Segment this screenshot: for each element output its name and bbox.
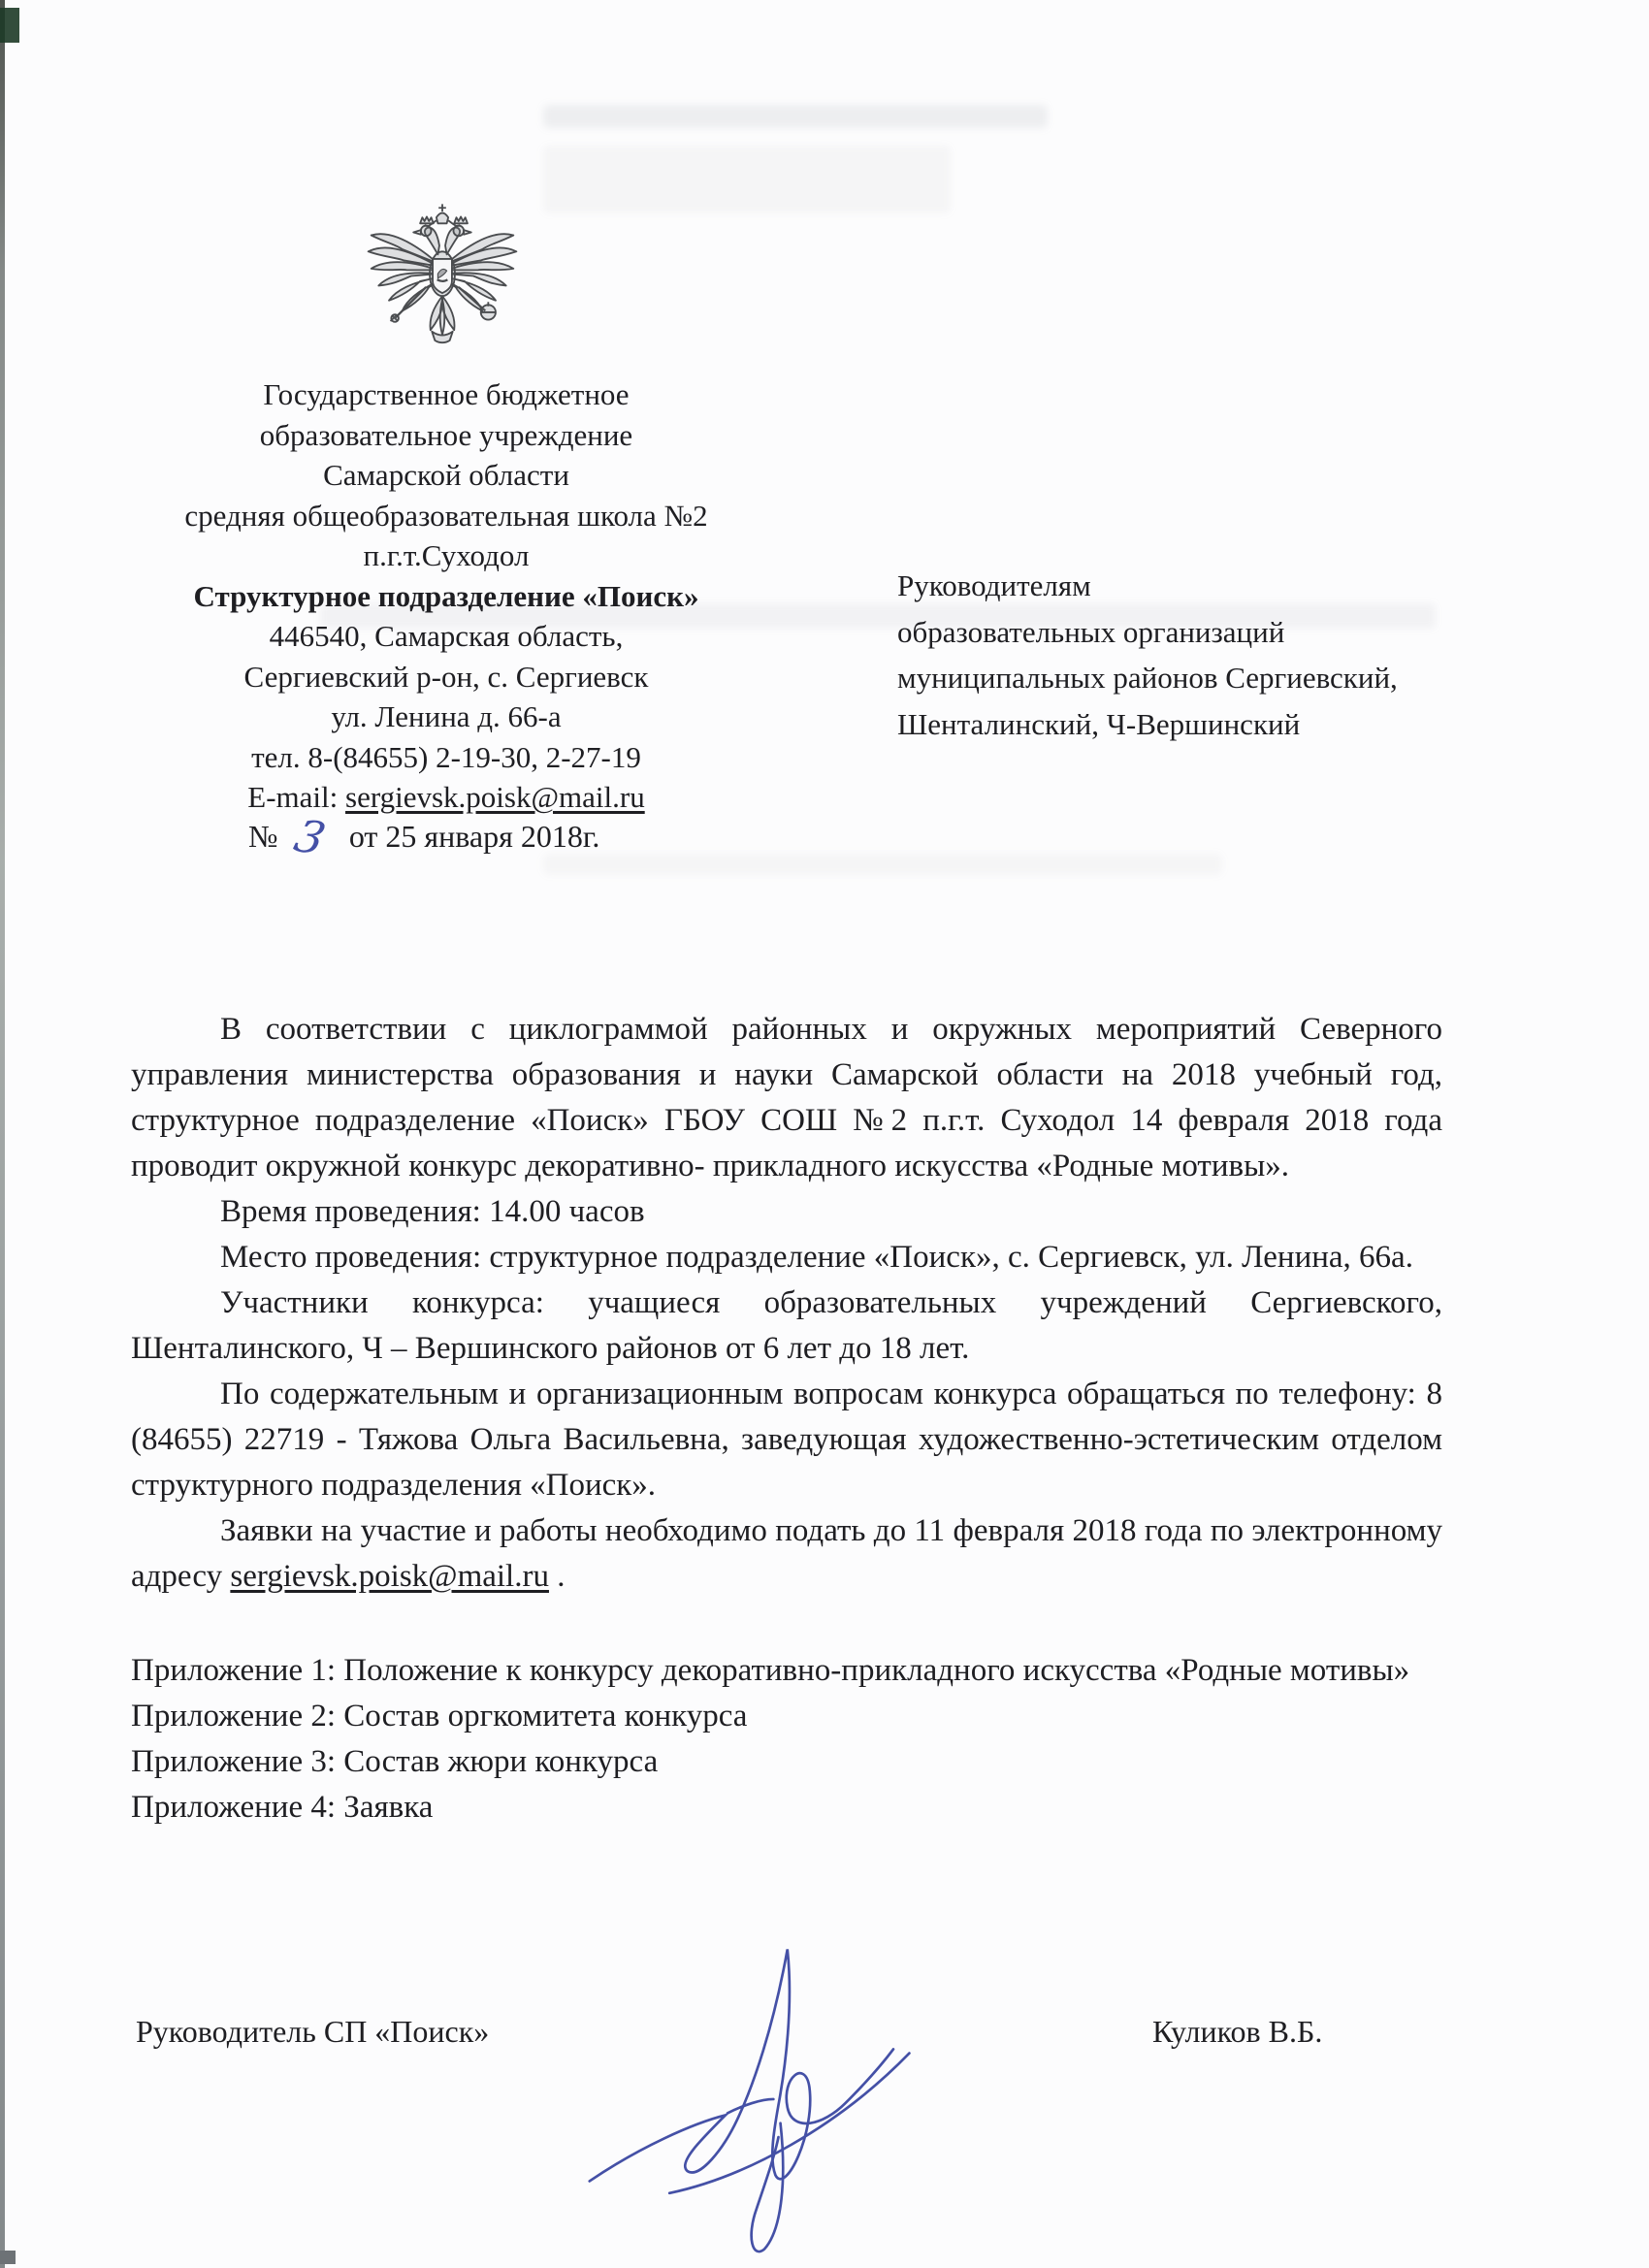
letterhead-line: средняя общеобразовательная школа №2 [184, 498, 708, 533]
body-email-address: sergievsk.poisk@mail.ru [230, 1559, 549, 1594]
scan-bleed-artifact [543, 105, 1048, 128]
letter-body [131, 1007, 1442, 1831]
reference-line [248, 809, 600, 865]
number-sign: № [248, 819, 278, 854]
letterhead-phone-line: тел. 8-(84655) 2-19-30, 2-27-19 [251, 739, 641, 774]
body-paragraph-applications [131, 1508, 1442, 1600]
russia-coat-of-arms-icon [361, 186, 524, 366]
letterhead-line: Государственное бюджетное [263, 377, 630, 411]
signatory-name: Куликов В.Б. [1152, 2014, 1323, 2049]
email-label: E-mail: [247, 780, 346, 814]
body-paragraph: Место проведения: структурное подразделение «Поиск», с. Сергиевск, ул. Ленина, 66а. [220, 1240, 1413, 1275]
attachment-item: Приложение 2: Состав оргкомитета конкурса [131, 1699, 748, 1733]
scan-corner-mark-bottom [0, 2251, 16, 2264]
scan-bleed-artifact [543, 854, 1222, 875]
letterhead-address-line: ул. Ленина д. 66-а [331, 699, 562, 733]
letterhead-email-address: sergievsk.poisk@mail.ru [345, 780, 645, 814]
scan-edge-strip [0, 0, 5, 2268]
letterhead-address-line: Сергиевский р-он, с. Сергиевск [243, 659, 649, 694]
handwritten-signature [572, 1935, 1018, 2265]
addressee-line: образовательных организаций [897, 614, 1285, 649]
letterhead-address-line: 446540, Самарская область, [269, 619, 624, 653]
scan-corner-mark-top [0, 8, 19, 43]
addressee-line: Руководителям [897, 568, 1091, 602]
attachments-list [131, 1648, 1442, 1831]
applications-text: Заявки на участие и работы необходимо подать до 11 февраля 2018 года по электронному адресу [131, 1513, 1442, 1594]
reference-date: от 25 января 2018г. [348, 819, 600, 854]
body-paragraph: Время проведения: 14.00 часов [220, 1194, 645, 1229]
letterhead-email-line [58, 777, 834, 818]
scan-bleed-artifact [543, 146, 951, 213]
letterhead-line: Самарской области [323, 458, 569, 492]
body-paragraph: В соответствии с циклограммой районных и окружных мероприятий Северного управления министерства образования и науки Самарской области на 2018 учебный год, структурное подразделение «Поиск» ГБОУ СОШ №2 п.г.т. Суходол 14 февраля 2018 года проводит окружной конкурс декоративно- прикладного искусства «Родные мотивы». [131, 1012, 1442, 1183]
letterhead-line: п.г.т.Суходол [363, 538, 530, 572]
attachment-item: Приложение 1: Положение к конкурсу декоративно-прикладного искусства «Родные мотивы» [131, 1653, 1410, 1688]
letterhead-line: образовательное учреждение [259, 417, 633, 452]
attachment-item: Приложение 4: Заявка [131, 1790, 434, 1825]
handwritten-number: 3 [288, 809, 331, 865]
spacer [131, 1600, 1442, 1648]
addressee-block [897, 563, 1470, 747]
applications-text-end: . [548, 1559, 566, 1594]
attachment-item: Приложение 3: Состав жюри конкурса [131, 1744, 659, 1779]
addressee-line: муниципальных районов Сергиевский, [897, 661, 1398, 695]
body-paragraph: По содержательным и организационным вопросам конкурса обращаться по телефону: 8 (84655) 22719 - Тяжова Ольга Васильевна, заведующая художественно-эстетическим отделом структурного подразделения «Поиск». [131, 1377, 1442, 1503]
body-paragraph: Участники конкурса: учащиеся образовательных учреждений Сергиевского, Шенталинского, Ч – Вершинского районов от 6 лет до 18 лет. [131, 1285, 1442, 1366]
signature-title: Руководитель СП «Поиск» [136, 2014, 490, 2049]
division-name: Структурное подразделение «Поиск» [193, 578, 699, 613]
addressee-line: Шенталинский, Ч-Вершинский [897, 706, 1301, 741]
letterhead-block [58, 374, 834, 818]
